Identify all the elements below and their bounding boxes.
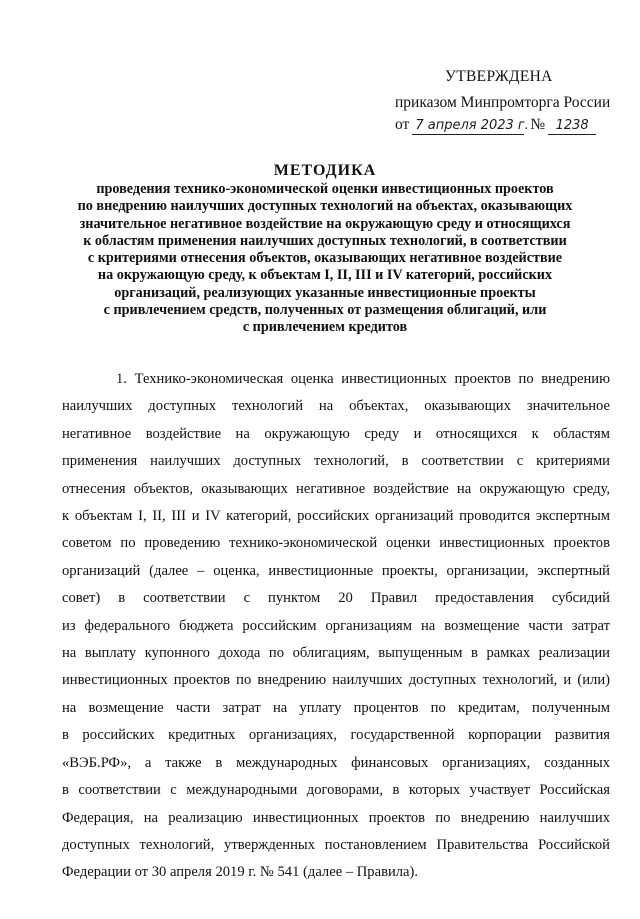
paragraph-line: на возмещение части затрат на уплату процентов по кредитам, полученным: [62, 699, 610, 716]
document-title: МЕТОДИКА: [273, 162, 377, 179]
paragraph-line: доступных технологий, утвержденных постановлением Правительства Российской: [62, 836, 610, 853]
approval-order-line: приказом Минпромторга России: [395, 94, 611, 111]
handwritten-order-number: 1238: [548, 118, 596, 135]
title-line: проведения технико-экономической оценки инвестиционных проектов: [96, 181, 554, 197]
paragraph-line: из федерального бюджета российским организациям на возмещение части затрат: [62, 617, 610, 634]
paragraph-line: в российских кредитных организациях, государственной корпорации развития: [62, 727, 610, 744]
handwritten-date: 7 апреля 2023 г.: [412, 118, 524, 135]
paragraph-line: применения наилучших доступных технологий, в соответствии с критериями: [62, 453, 610, 470]
title-line: с привлечением кредитов: [242, 319, 408, 336]
paragraph-line: инвестиционных проектов по внедрению наилучших доступных технологий, и (или): [62, 672, 610, 689]
document-title-block: [50, 160, 600, 337]
approval-date-line: [395, 114, 625, 136]
number-symbol: №: [530, 116, 546, 133]
title-line: с критериями отнесения объектов, оказывающих негативное воздействие: [87, 250, 563, 267]
date-prefix: от: [395, 116, 410, 133]
paragraph-line: организаций (далее – оценка, инвестиционные проекты, организации, экспертный: [62, 562, 610, 579]
paragraph-line: наилучших доступных технологий на объектах, оказывающих значительное: [62, 398, 610, 415]
paragraph-line: совет) в соответствии с пунктом 20 Правил предоставления субсидий: [62, 590, 610, 607]
title-line: на окружающую среду, к объектам I, II, III и IV категорий, российских: [97, 267, 553, 284]
paragraph-line: советом по проведению технико-экономической оценки инвестиционных проектов: [62, 535, 610, 552]
approval-stamp-block: [395, 66, 625, 136]
paragraph-line: «ВЭБ.РФ», а также в международных финансовых организациях, созданных: [62, 754, 610, 771]
paragraph-line: негативное воздействие на окружающую среду и относящихся к областям: [62, 425, 610, 442]
title-line: с привлечением средств, полученных от размещения облигаций, или: [103, 302, 547, 319]
title-line: к областям применения наилучших доступных технологий, в соответствии: [83, 232, 567, 249]
title-line: значительное негативное воздействие на окружающую среду и относящихся: [79, 215, 571, 232]
title-subtitle: [50, 181, 600, 337]
paragraph-1: [62, 366, 610, 887]
paragraph-line: Федерации от 30 апреля 2019 г. № 541 (далее – Правила).: [62, 864, 419, 881]
paragraph-line: в соответствии с международными договорами, в которых участвует Российская: [62, 782, 610, 799]
title-line: организаций, реализующих указанные инвестиционные проекты: [114, 284, 536, 301]
paragraph-line: Федерация, на реализацию инвестиционных проектов по внедрению наилучших: [62, 809, 610, 826]
paragraph-line: к объектам I, II, III и IV категорий, российских организаций проводится экспертным: [62, 508, 610, 525]
paragraph-line: отнесения объектов, оказывающих негативное воздействие на окружающую среду,: [62, 480, 610, 497]
title-line: по внедрению наилучших доступных технологий на объектах, оказывающих: [77, 198, 573, 215]
paragraph-line: на выплату купонного дохода по облигациям, выпущенным в рамках реализации: [62, 645, 610, 662]
paragraph-line: 1. Технико-экономическая оценка инвестиционных проектов по внедрению: [116, 371, 610, 387]
approval-heading: УТВЕРЖДЕНА: [445, 68, 553, 85]
